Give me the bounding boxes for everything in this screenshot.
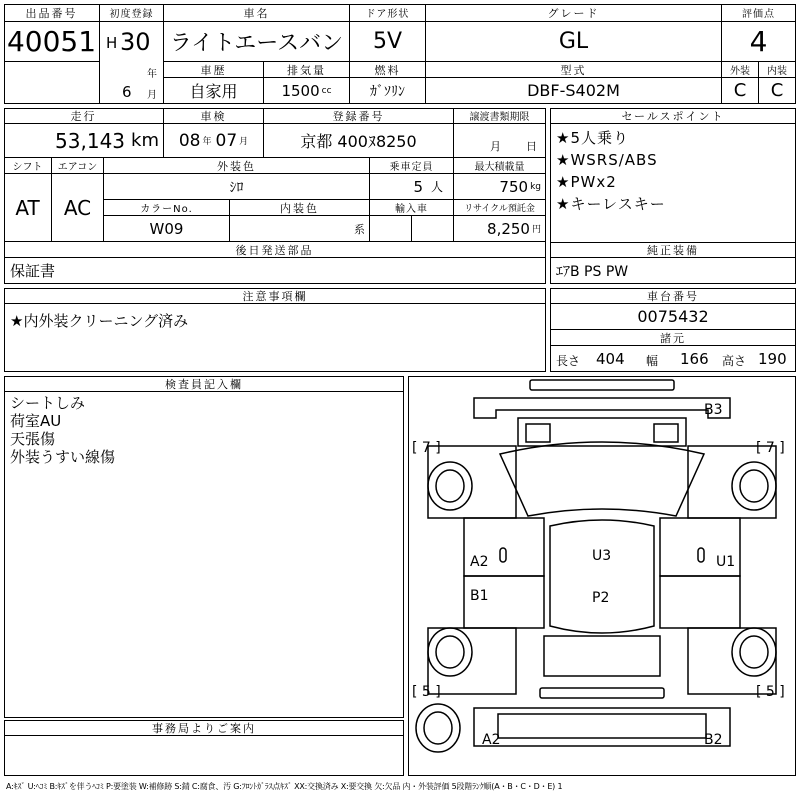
recycle-value: 8,250 <box>487 219 530 238</box>
width: 166 <box>680 350 709 368</box>
inspector-note: 天張傷 <box>10 430 56 448</box>
inspector-note: 荷室AU <box>10 412 62 430</box>
width-label: 幅 <box>646 354 659 368</box>
seats-value: 5 <box>413 177 423 196</box>
sales-point-item: ★WSRS/ABS <box>556 151 658 169</box>
sales-point-label: セールスポイント <box>550 108 796 124</box>
length-label: 長さ <box>556 354 581 368</box>
damage-a2-bottom: A2 <box>482 732 501 748</box>
reg-month-unit: 月 <box>147 90 157 101</box>
inspection-expiry <box>164 124 264 158</box>
ext-grade: C <box>722 78 759 104</box>
height-label: 高さ <box>722 354 747 368</box>
grade-label: グレード <box>426 4 722 22</box>
reg-month-value: 6 <box>122 83 132 101</box>
sales-point-item: ★5人乗り <box>556 129 629 147</box>
inspector-label: 検査員記入欄 <box>4 376 404 392</box>
right-rear-door <box>660 576 740 628</box>
seats <box>370 174 454 200</box>
door-label: ドア形状 <box>350 4 426 22</box>
height: 190 <box>758 350 787 368</box>
lot-number: 40051 <box>4 22 100 62</box>
load-label: 最大積載量 <box>454 158 546 174</box>
sales-point-item: ★PWx2 <box>556 173 617 191</box>
genuine-equipment: ｴｱB PS PW <box>556 264 629 280</box>
chassis-label: 車台番号 <box>550 288 796 304</box>
transfer-day-unit: 日 <box>526 140 537 153</box>
fuel: ｶﾞｿﾘﾝ <box>350 78 426 104</box>
office-label: 事務局よりご案内 <box>4 720 404 736</box>
inspector-note: シートしみ <box>10 394 86 412</box>
caution-text: ★内外装クリーニング済み <box>10 312 189 330</box>
model-code: DBF-S402M <box>426 78 722 104</box>
sales-point-list <box>556 127 792 215</box>
recycle-label: リサイクル預託金 <box>454 200 546 216</box>
bracket-right-bottom: [ 5 ] <box>756 684 785 700</box>
rear-right-wheel <box>732 628 776 676</box>
damage-a2-left: A2 <box>470 554 489 570</box>
shift-label: シフト <box>4 158 52 174</box>
transfer-deadline <box>454 124 546 158</box>
interior-color <box>230 216 370 242</box>
length: 404 <box>596 350 625 368</box>
inspect-month: 07 <box>215 130 238 151</box>
max-load <box>454 174 546 200</box>
reg-month <box>100 80 164 104</box>
inspect-label: 車検 <box>164 108 264 124</box>
load-unit: kg <box>530 181 541 192</box>
exterior-color: ｼﾛ <box>104 174 370 200</box>
legend: A:ｷｽﾞ U:ﾍｺﾐ B:ｷｽﾞを伴うﾍｺﾐ P:要塗装 W:補修跡 S:錆 C:腐食、汚 G:ﾌﾛﾝﾄｶﾞﾗｽ点ｷｽﾞ XX:交換済み X:要交換 欠:欠品 内・外装評価 5段階ﾗﾝｸ順(A・B・C・D・E) 1 <box>6 782 563 791</box>
front-bumper-top <box>530 380 674 390</box>
rear-left-wheel <box>428 628 472 676</box>
mileage-unit: km <box>131 130 159 151</box>
recycle-unit: 円 <box>531 225 541 235</box>
roof <box>550 520 654 633</box>
air-conditioner: AC <box>52 174 104 242</box>
transfer-month-unit: 月 <box>490 140 501 153</box>
door-type: 5V <box>350 22 426 62</box>
reg-label: 初度登録 <box>100 4 164 22</box>
caution-label: 注意事項欄 <box>4 288 546 304</box>
inspector-notes <box>10 394 115 466</box>
rear-window <box>544 636 660 676</box>
roof-outline <box>500 442 704 516</box>
car-name: ライトエースバン <box>164 22 350 62</box>
reg-year-value: 30 <box>120 28 151 56</box>
history-label: 車歴 <box>164 62 264 78</box>
intcolor-unit: 系 <box>354 222 365 236</box>
fuel-label: 燃料 <box>350 62 426 78</box>
plate-label: 登録番号 <box>264 108 454 124</box>
later-parts: 保証書 <box>4 258 546 284</box>
mileage-label: 走行 <box>4 108 164 124</box>
damage-u3: U3 <box>592 548 612 564</box>
inspect-month-unit: 月 <box>239 137 249 147</box>
damage-b3: B3 <box>704 402 723 418</box>
plate-number: 京都 400ﾇ8250 <box>264 124 454 158</box>
inspect-year-unit: 年 <box>202 137 212 147</box>
seats-label: 乗車定員 <box>370 158 454 174</box>
displacement <box>264 78 350 104</box>
damage-p2: P2 <box>592 590 610 606</box>
disp-label: 排気量 <box>264 62 350 78</box>
intcolor-label: 内装色 <box>230 200 370 216</box>
later-parts-label: 後日発送部品 <box>4 242 546 258</box>
grade: GL <box>426 22 722 62</box>
front-left-wheel <box>428 462 472 510</box>
inspector-note: 外装うすい線傷 <box>10 448 116 466</box>
front-bumper <box>474 398 730 418</box>
color-label: 外装色 <box>104 158 370 174</box>
damage-u1: U1 <box>716 554 736 570</box>
int-grade: C <box>759 78 796 104</box>
reg-era: H <box>106 34 118 52</box>
color-number: W09 <box>104 216 230 242</box>
reg-year <box>100 22 164 82</box>
specs-row <box>550 346 796 372</box>
front-right-wheel <box>732 462 776 510</box>
lot-label: 出品番号 <box>4 4 100 22</box>
bracket-left-bottom: [ 5 ] <box>412 684 441 700</box>
spare-tire <box>416 704 460 752</box>
ext-label: 外装 <box>722 62 759 78</box>
import-a <box>370 216 412 242</box>
genuine-label: 純正装備 <box>550 242 796 258</box>
recycle-fee <box>454 216 546 242</box>
left-rear-fender <box>428 628 516 694</box>
car-diagram <box>408 376 796 776</box>
score: 4 <box>722 22 796 62</box>
disp-value: 1500 <box>281 81 320 100</box>
lot-blank <box>4 62 100 104</box>
int-label: 内装 <box>759 62 796 78</box>
disp-unit: cc <box>321 85 332 96</box>
damage-b1: B1 <box>470 588 489 604</box>
history: 自家用 <box>164 78 264 104</box>
specs-label: 諸元 <box>550 330 796 346</box>
colorno-label: カラーNo. <box>104 200 230 216</box>
transfer-label: 譲渡書類期限 <box>454 108 546 124</box>
bracket-left-top: [ 7 ] <box>412 440 441 456</box>
rear-bumper-inner <box>498 714 706 738</box>
bracket-right-top: [ 7 ] <box>756 440 785 456</box>
sales-point-item: ★キーレスキー <box>556 195 666 213</box>
chassis-number: 0075432 <box>550 304 796 330</box>
ac-label: エアコン <box>52 158 104 174</box>
damage-b2: B2 <box>704 732 723 748</box>
seats-unit: 人 <box>430 180 443 194</box>
mileage <box>4 124 164 158</box>
model-label: 型式 <box>426 62 722 78</box>
import-b <box>412 216 454 242</box>
name-label: 車名 <box>164 4 350 22</box>
rear-bumper-top <box>540 688 664 698</box>
load-value: 750 <box>499 177 529 196</box>
reg-year-unit: 年 <box>147 69 157 80</box>
inspect-year: 08 <box>178 130 201 151</box>
import-label: 輸入車 <box>370 200 454 216</box>
shift: AT <box>4 174 52 242</box>
score-label: 評価点 <box>722 4 796 22</box>
mileage-value: 53,143 <box>55 128 126 153</box>
